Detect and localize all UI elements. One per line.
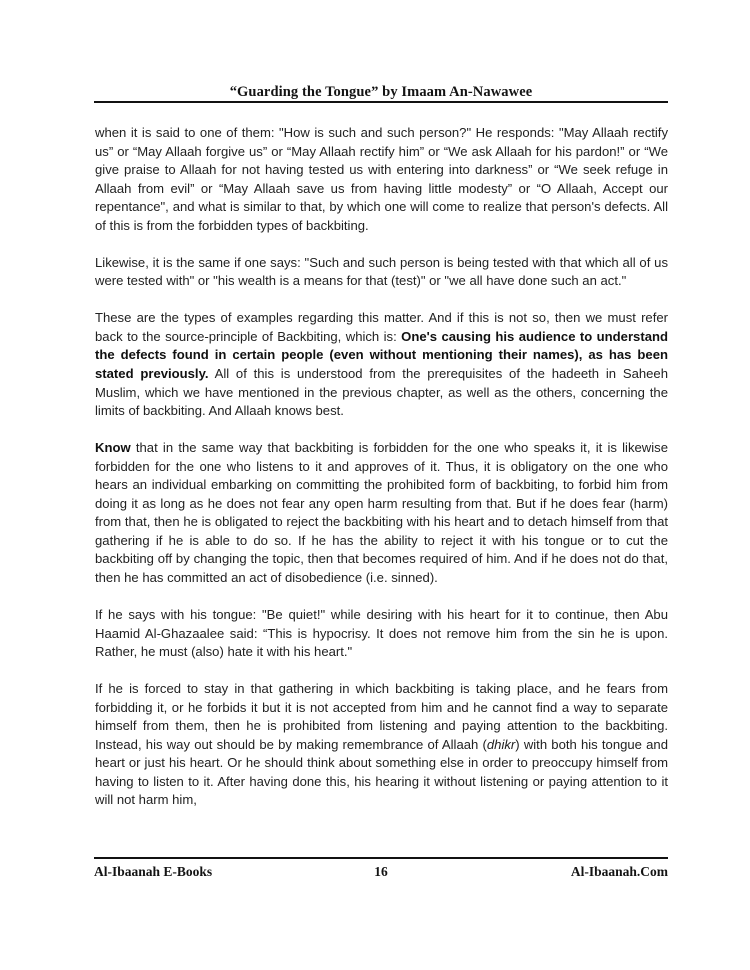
footer-publisher: Al-Ibaanah E-Books <box>94 864 213 879</box>
para-2 <box>95 254 668 291</box>
para-5 <box>95 606 668 662</box>
para-4 <box>95 439 668 587</box>
text-run: These are the types of examples regarding this matter. And if this is not so, then we must refer back to the source-principle of Backbiting, which is: <box>95 310 668 344</box>
para-1 <box>95 124 668 235</box>
text-run: when it is said to one of them: "How is such and such person?" He responds: "May Allaah rectify us” or “May Allaah forgive us” or “May Allaah rectify him” or “We ask Allaah for his pardon!” or “We give praise to Allaah for not having tested us with entering into darkness” or “We seek refuge in Allaah from evil” or “May Allaah save us from having little modesty” or “O Allaah, Accept our repentance", and what is similar to that, by which one will come to realize that person's defects. All of this is from the forbidden types of backbiting. <box>95 125 668 233</box>
text-run: Likewise, it is the same if one says: "Such and such person is being tested with that which all of us were tested with" or "his wealth is a means for that (test)" or "we all have done such an act." <box>95 254 668 289</box>
text-run: ) with both his tongue and heart or just his heart. Or he should think about something else in order to preoccupy himself from having to listen to it. After having done this, his hearing it without listening or paying attention to it will not harm him, <box>95 736 669 808</box>
running-footer <box>94 864 668 884</box>
footer-divider <box>94 857 668 859</box>
page-number: 16 <box>374 864 388 879</box>
running-header <box>94 84 668 100</box>
text-run: that in the same way that backbiting is forbidden for the one who speaks it, it is likewise forbidden for the one who listens to it and approves of it. Thus, it is obligatory on the one who hears an individual embarking on committing the prohibited form of backbiting, to forbid him from doing it as long as he does not fear any open harm resulting from that. But if he does fear (harm) from that, then he is obligated to reject the backbiting with his heart and to detach himself from that gathering if he is able to do so. If he has the ability to reject it with his tongue or to cut the backbiting off by changing the topic, then that becomes required of him. And if he does not do that, then he has committed an act of disobedience (i.e. sinned). <box>95 440 668 585</box>
para-6 <box>95 680 668 810</box>
emphasis-bold: Know <box>95 440 131 456</box>
emphasis-italic: dhikr <box>486 736 516 752</box>
text-run: All of this is understood from the prerequisites of the hadeeth in Saheeh Muslim, which we have mentioned in the previous chapter, as well as the others, concerning the limits of backbiting. And Allaah knows best. <box>95 366 668 419</box>
header-divider <box>94 101 668 103</box>
text-run: If he says with his tongue: "Be quiet!" while desiring with his heart for it to continue, then Abu Haamid Al-Ghazaalee said: “This is hypocrisy. It does not remove him from the sin he is upon. Rather, he must (also) hate it with his heart." <box>95 607 668 660</box>
text-run: If he is forced to stay in that gathering in which backbiting is taking place, and he fears from forbidding it, or he forbids it but it is not accepted from him and he cannot find a way to separate himself from them, then he is prohibited from listening and paying attention to the backbiting. Instead, his way out should be by making remembrance of Allaah ( <box>95 681 668 752</box>
document-body <box>95 124 668 810</box>
footer-website: Al-Ibaanah.Com <box>570 864 668 879</box>
header-title: “Guarding the Tongue” by Imaam An-Nawawee <box>229 84 533 100</box>
emphasis-bold: One's causing his audience to understand the defects found in certain people (even without mentioning their names), as has been stated previously. <box>95 328 668 382</box>
para-3 <box>95 309 668 420</box>
